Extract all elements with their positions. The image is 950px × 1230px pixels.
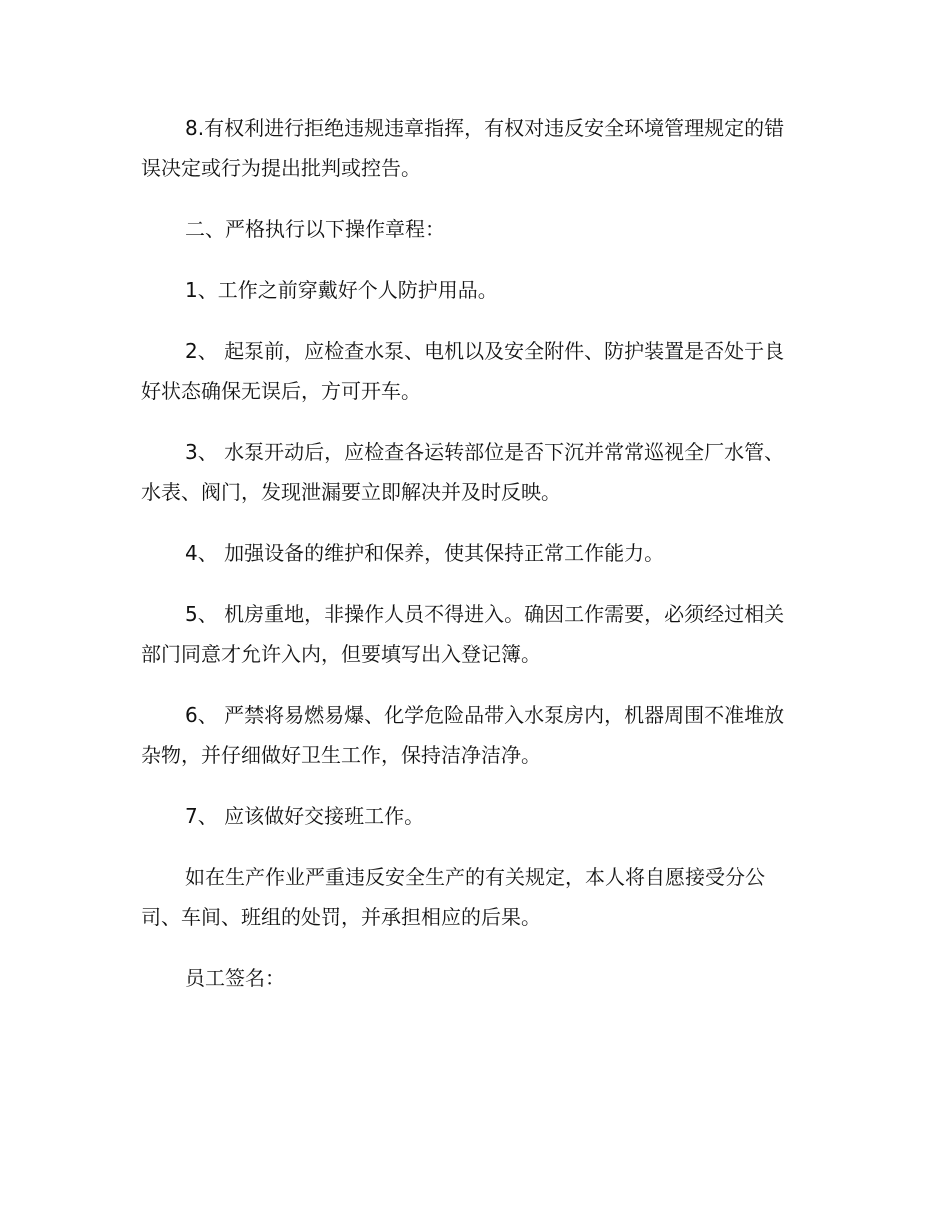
penalty-statement: 如在生产作业严重违反安全生产的有关规定，本人将自愿接受分公司、车间、班组的处罚，并承担相应的后果。 (141, 865, 765, 929)
rule-item-7: 7、 应该做好交接班工作。 (185, 804, 425, 828)
section-heading-operating-rules: 二、严格执行以下操作章程： (185, 217, 445, 241)
rule-item-3: 3、 水泵开动后，应检查各运转部位是否下沉并常常巡视全厂水管、水表、阀门，发现泄漏要立即解决并及时反映。 (141, 440, 785, 504)
paragraph-rights: 8.有权利进行拒绝违规违章指挥，有权对违反安全环境管理规定的错误决定或行为提出批判或控告。 (141, 116, 785, 180)
rule-item-6: 6、 严禁将易燃易爆、化学危险品带入水泵房内，机器周围不准堆放杂物，并仔细做好卫生工作，保持洁净洁净。 (141, 703, 785, 767)
rule-item-5: 5、 机房重地，非操作人员不得进入。确因工作需要，必须经过相关部门同意才允许入内，但要填写出入登记簿。 (141, 602, 785, 666)
rule-item-2: 2、 起泵前，应检查水泵、电机以及安全附件、防护装置是否处于良好状态确保无误后，方可开车。 (141, 339, 785, 403)
document-body (141, 108, 801, 1019)
rule-item-4: 4、 加强设备的维护和保养，使其保持正常工作能力。 (185, 541, 665, 565)
employee-signature-label: 员工签名： (185, 966, 285, 990)
rule-item-1: 1、工作之前穿戴好个人防护用品。 (185, 278, 498, 302)
